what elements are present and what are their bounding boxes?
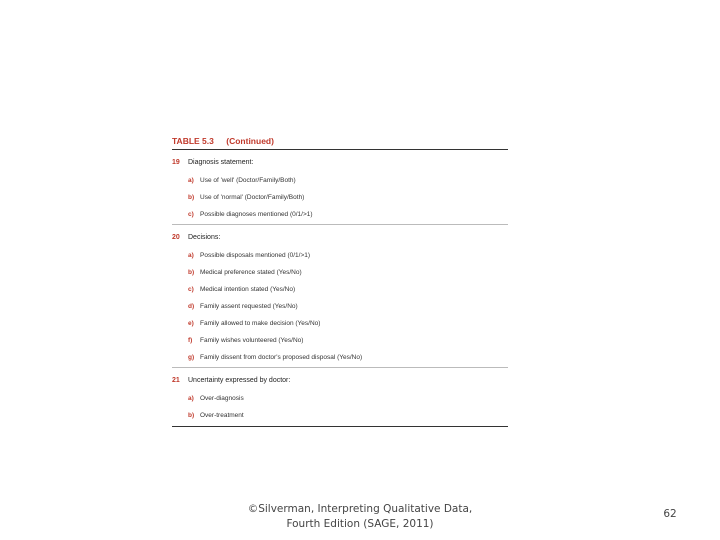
table-block (172, 135, 508, 427)
item-letter: a) (188, 177, 194, 184)
item-text: Over-treatment (200, 412, 244, 419)
item-row (172, 193, 508, 202)
item-row (172, 176, 508, 185)
item-letter: f) (188, 337, 193, 344)
item-text: Use of 'normal' (Doctor/Family/Both) (200, 194, 305, 201)
item-row (172, 268, 508, 277)
section-number: 19 (172, 159, 180, 166)
section-title: Decisions: (188, 234, 221, 241)
item-row (172, 302, 508, 311)
item-row (172, 210, 508, 219)
item-row (172, 336, 508, 345)
item-text: Family assent requested (Yes/No) (200, 303, 298, 310)
item-text: Possible diagnoses mentioned (0/1/>1) (200, 211, 313, 218)
item-text: Over-diagnosis (200, 395, 244, 402)
section-row (172, 158, 508, 168)
item-text: Use of 'well' (Doctor/Family/Both) (200, 177, 296, 184)
item-text: Medical preference stated (Yes/No) (200, 269, 302, 276)
section-divider (172, 224, 508, 225)
section-divider (172, 367, 508, 368)
section-row (172, 233, 508, 243)
table-top-rule (172, 149, 508, 150)
citation-line-2: Fourth Edition (SAGE, 2011) (286, 518, 434, 530)
item-letter: e) (188, 320, 194, 327)
item-text: Family dissent from doctor's proposed disposal (Yes/No) (200, 354, 363, 361)
item-text: Family wishes volunteered (Yes/No) (200, 337, 304, 344)
citation-line-1: ©Silverman, Interpreting Qualitative Data, (247, 503, 473, 515)
section-row (172, 376, 508, 386)
section-title: Diagnosis statement: (188, 159, 254, 166)
item-row (172, 353, 508, 362)
page-number: 62 (663, 508, 677, 520)
item-text: Possible disposals mentioned (0/1/>1) (200, 252, 311, 259)
item-text: Medical intention stated (Yes/No) (200, 286, 296, 293)
item-row (172, 394, 508, 403)
item-row (172, 285, 508, 294)
item-letter: g) (188, 354, 195, 361)
item-letter: d) (188, 303, 195, 310)
item-text: Family allowed to make decision (Yes/No) (200, 320, 321, 327)
item-letter: a) (188, 252, 194, 259)
section-number: 20 (172, 234, 180, 241)
item-letter: b) (188, 412, 195, 419)
section-number: 21 (172, 377, 180, 384)
item-letter: a) (188, 395, 194, 402)
item-row (172, 319, 508, 328)
table-number: TABLE 5.3 (172, 136, 214, 146)
item-letter: b) (188, 269, 195, 276)
item-row (172, 251, 508, 260)
table-bottom-rule (172, 426, 508, 427)
section-title: Uncertainty expressed by doctor: (188, 377, 291, 384)
footer-citation (220, 502, 500, 532)
item-letter: c) (188, 286, 194, 293)
item-letter: c) (188, 211, 194, 218)
table-continued-label: (Continued) (226, 136, 274, 146)
table-caption (172, 135, 508, 147)
item-letter: b) (188, 194, 195, 201)
item-row (172, 411, 508, 420)
